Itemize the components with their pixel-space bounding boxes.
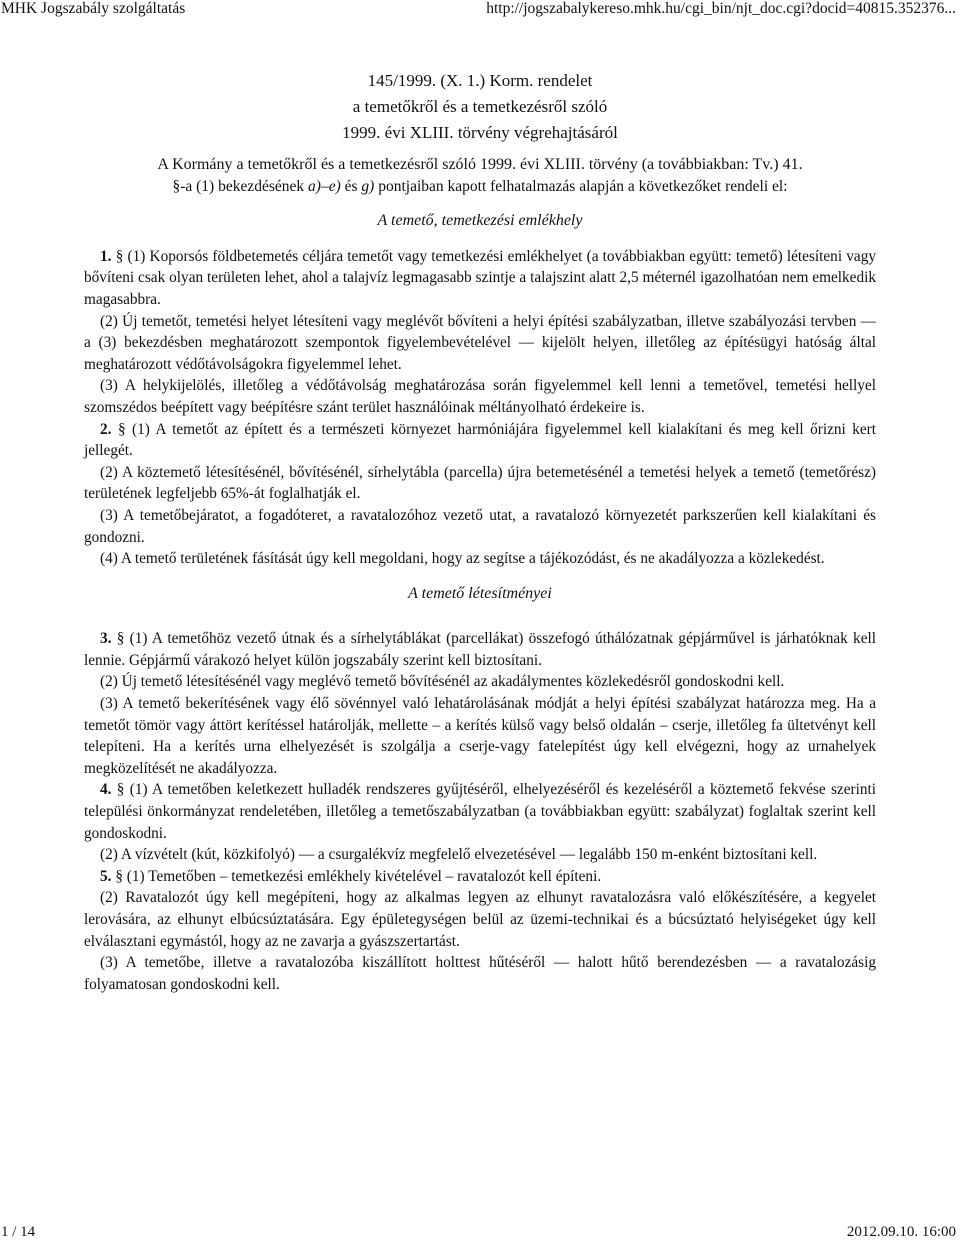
print-timestamp: 2012.09.10. 16:00 — [846, 1224, 956, 1240]
page-footer — [0, 1224, 960, 1241]
paragraph-4 — [84, 779, 876, 844]
title-line-2: a temetőkről és a temetkezésről szóló — [352, 97, 608, 116]
document-body — [84, 154, 876, 995]
paragraph-3-3: (3) A temető bekerítésének vagy élő sövénnyel való lehatárolásának módját a helyi építési szabályzat határozza meg. Ha a temetőt tömör vagy áttört kerítéssel határolják, mellette – a kerítés külső vagy belső oldalán – cserje, illetőleg fa ültetvényt kell telepíteni. Ha a kerítés urna elhelyezését is szolgálja a cserje-vagy fatelepítést úgy kell elvégezni, hogy az urnahelyek megközelítését ne akadályozza. — [84, 695, 876, 777]
paragraph-text: § (1) Koporsós földbetemetés céljára temetőt vagy temetkezési emlékhelyet (a továbbiakban együtt: temető) létesíteni vagy bővíteni csak olyan területen lehet, ahol a talajvíz legmagasabb szintje a talajszint alatt 2,5 méternél igazolhatóan nem emelkedik magasabbra. — [84, 247, 877, 308]
paragraph-number: 5. — [100, 867, 112, 885]
paragraph-number: 4. — [100, 781, 112, 799]
paragraph-3 — [84, 628, 876, 671]
paragraph-1 — [84, 246, 876, 311]
paragraph-number: 3. — [100, 630, 112, 648]
header-url: http://jogszabalykereso.mhk.hu/cgi_bin/njt_doc.cgi?docid=40815.352376... — [486, 0, 956, 17]
paragraph-number: 1. — [100, 247, 112, 265]
header-site-name: MHK Jogszabály szolgáltatás — [1, 0, 186, 17]
paragraph-2-2: (2) A köztemető létesítésénél, bővítésénél, sírhelytábla (parcella) újra betemetésénél a temetési helyek a temető (temetőrész) területének legfeljebb 65%-át foglalhatják el. — [84, 463, 876, 503]
page-header — [0, 0, 960, 20]
paragraph-2 — [84, 419, 876, 462]
title-line-1: 145/1999. (X. 1.) Korm. rendelet — [367, 71, 593, 90]
paragraph-1-3: (3) A helykijelölés, illetőleg a védőtávolság meghatározása során figyelemmel kell lenni a temetővel, temetési hellyel szomszédos beépített vagy beépítésre szánt terület használóinak méltányolható érdekeire is. — [84, 377, 876, 416]
preamble-italic-g: g) — [361, 177, 375, 195]
document-title — [0, 68, 960, 146]
section-heading-2: A temető létesítményei — [408, 584, 552, 602]
paragraph-5-2: (2) Ravatalozót úgy kell megépíteni, hogy az alkalmas legyen az elhunyt ravatalozásra való előkészítésére, a kegyelet lerovására, az elhunyt elbúcsúztatására. Egy épületegységen belül az üzemi-technikai és a búcsúztató helyiségeket úgy kell elválasztani egymástól, hogy az ne zavarja a gyászszertartást. — [84, 889, 876, 950]
paragraph-5-3: (3) A temetőbe, illetve a ravatalozóba kiszállított holttest hűtéséről — halott hűtő berendezésben — a ravatalozásig folyamatosan gondoskodni kell. — [84, 954, 876, 993]
paragraph-2-4: (4) A temető területének fásítását úgy kell megoldani, hogy az segítse a tájékozódást, és ne akadályozza a közlekedést. — [100, 550, 825, 568]
preamble-text: §-a (1) bekezdésének — [172, 177, 309, 195]
paragraph-text: § (1) Temetőben – temetkezési emlékhely kivételével – ravatalozót kell építeni. — [115, 867, 602, 885]
paragraph-3-2: (2) Új temető létesítésénél vagy meglévő temető bővítésénél az akadálymentes közlekedésről gondoskodni kell. — [100, 673, 785, 691]
paragraph-text: § (1) A temetőt az épített és a természeti környezet harmóniájára figyelemmel kell kialakítani és meg kell őrizni kert jellegét. — [84, 420, 877, 460]
paragraph-text: § (1) A temetőhöz vezető útnak és a sírhelytáblákat (parcellákat) összefogó úthálózatnak gépjárművel is járhatóknak kell lennie. Gépjármű várakozó helyet külön jogszabály szerint kell biztosítani. — [84, 630, 876, 669]
preamble-italic-ae: a)–e) — [308, 177, 341, 195]
paragraph-4-2: (2) A vízvételt (kút, közkifolyó) — a csurgalékvíz megfelelő elvezetésével — legalább 150 m-enként biztosítani kell. — [100, 846, 818, 864]
paragraph-2-3: (3) A temetőbejáratot, a fogadóteret, a ravatalozóhoz vezető utat, a ravatalozó környezetét parkszerűen kell kialakítani és gondozni. — [84, 506, 876, 546]
section-heading-1: A temető, temetkezési emlékhely — [377, 212, 583, 230]
page-indicator: 1 / 14 — [1, 1224, 36, 1240]
paragraph-number: 2. — [100, 420, 112, 438]
paragraph-text: § (1) A temetőben keletkezett hulladék rendszeres gyűjtéséről, elhelyezéséről és kezeléséről a köztemető fekvése szerinti települési önkormányzat rendeletében, illetőleg a temetőszabályzatban (a továbbiakban együtt: szabályzat) foglaltak szerint kell gondoskodni. — [84, 781, 876, 842]
preamble-text: pontjaiban kapott felhatalmazás alapján a következőket rendeli el: — [374, 177, 788, 195]
preamble-text: és — [340, 177, 362, 195]
preamble-line-2 — [84, 176, 876, 198]
paragraph-5 — [84, 866, 876, 888]
title-line-3: 1999. évi XLIII. törvény végrehajtásáról — [342, 123, 618, 142]
paragraph-1-2: (2) Új temetőt, temetési helyet létesíteni vagy meglévőt bővíteni a helyi építési szabályzatban, illetve szabályozási tervben — a (3) bekezdésben meghatározott szempontok figyelembevételével — kijelölt helyen, illetőleg az építésügyi hatóság által meghatározott védőtávolságokra figyelemmel lehet. — [84, 312, 876, 373]
preamble-line-1: A Kormány a temetőkről és a temetkezésről szóló 1999. évi XLIII. törvény (a továbbiakban: Tv.) 41. — [157, 156, 803, 173]
